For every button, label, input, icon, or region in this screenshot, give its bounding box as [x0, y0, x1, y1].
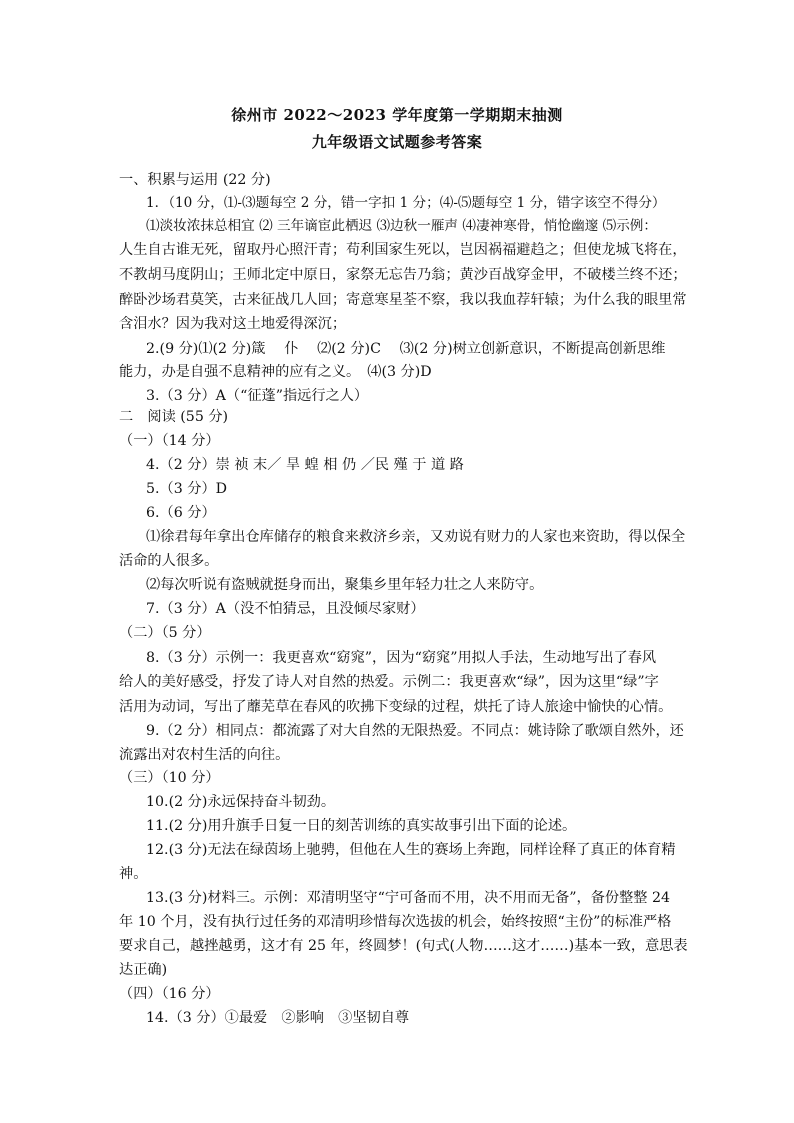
answer-line: 醉卧沙场君莫笑，古来征战几人回；寄意寒星荃不察，我以我血荐轩辕；为什么我的眼里常 [119, 292, 687, 308]
page-title: 徐州市 2022～2023 学年度第一学期期末抽测 [231, 106, 563, 124]
answer-line: 11.(2 分)用升旗手日复一日的刻苦训练的真实故事引出下面的论述。 [146, 818, 577, 834]
answer-line: 要求自己，越挫越勇，这才有 25 年，终圆梦！(句式(人物……这才……)基本一致，意思表 [119, 938, 688, 954]
subsection-heading: （三）（10 分） [119, 770, 220, 786]
answer-line: 4.（2 分）崇 祯 末／ 旱 蝗 相 仍 ／民 殣 于 道 路 [146, 457, 464, 473]
answer-line: 10.(2 分)永远保持奋斗韧劲。 [146, 794, 336, 810]
answer-line: ⑴淡妆浓抹总相宜 ⑵ 三年谪宦此栖迟 ⑶边秋一雁声 ⑷凄神寒骨，悄怆幽邃 ⑸示例： [146, 218, 657, 234]
answer-line: ⑵每次听说有盗贼就挺身而出，聚集乡里年轻力壮之人来防守。 [146, 577, 544, 593]
answer-line: 能力，办是自强不息精神的应有之义。 ⑷(3 分)D [119, 364, 432, 380]
answer-line: 13.(3 分)材料三。示例：邓清明坚守“宁可备而不用，决不用而无备”，备份整整 24 [146, 890, 671, 906]
answer-line: 人生自古谁无死，留取丹心照汗青；苟利国家生死以，岂因祸福避趋之；但使龙城飞将在， [119, 242, 687, 258]
answer-line: 6.（6 分） [146, 505, 216, 521]
answer-line: ⑴徐君每年拿出仓库储存的粮食来救济乡亲，又劝说有财力的人家也来资助，得以保全 [146, 529, 686, 545]
answer-line: 5.（3 分）D [146, 481, 228, 497]
answer-line: 达正确) [119, 962, 168, 978]
subsection-heading: （二）（5 分） [119, 625, 211, 641]
answer-line: 年 10 个月，没有执行过任务的邓清明珍惜每次选拔的机会，始终按照“主份”的标准严格 [119, 914, 672, 930]
answer-line: 神。 [119, 866, 148, 882]
answer-line: 14.（3 分）①最爱 ②影响 ③坚韧自尊 [146, 1010, 410, 1026]
answer-line: 给人的美好感受，抒发了诗人对自然的热爱。示例二：我更喜欢“绿”，因为这里“绿”字 [119, 674, 659, 690]
answer-line: 不教胡马度阴山；王师北定中原日，家祭无忘告乃翁；黄沙百战穿金甲，不破楼兰终不还； [119, 267, 687, 283]
section-heading: 一、积累与运用 (22 分) [119, 172, 271, 188]
answer-line: 活用为动词，写出了蘼芜草在春风的吹拂下变绿的过程，烘托了诗人旅途中愉快的心情。 [119, 699, 673, 715]
answer-line: 7.（3 分）A（没不怕猜忌，且没倾尽家财） [146, 601, 425, 617]
subsection-heading: （四）（16 分） [119, 986, 220, 1002]
section-heading: 二 阅读 (55 分) [119, 409, 229, 425]
answer-line: 流露出对农村生活的向往。 [119, 747, 290, 763]
answer-line: 8.（3 分）示例一：我更喜欢“窈窕”，因为“窈窕”用拟人手法，生动地写出了春风 [146, 650, 657, 666]
answer-line: 1．（10 分，⑴-⑶题每空 2 分，错一字扣 1 分；⑷-⑸题每空 1 分，错字该空不得分） [146, 195, 666, 211]
answer-line: 9.（2 分）相同点：都流露了对大自然的无限热爱。不同点：姚诗除了歌颂自然外，还 [146, 723, 684, 739]
answer-line: 活命的人很多。 [119, 553, 219, 569]
answer-line: 2.(9 分)⑴(2 分)箴 仆 ⑵(2 分)C ⑶(2 分)树立创新意识，不断提高创新思维 [146, 341, 666, 357]
subsection-heading: （一）（14 分） [119, 433, 220, 449]
answer-line: 含泪水？因为我对这土地爱得深沉； [119, 316, 347, 332]
answer-line: 3.（3 分）A（“征蓬”指远行之人） [146, 388, 369, 404]
page-subtitle: 九年级语文试题参考答案 [311, 133, 483, 151]
answer-line: 12.(3 分)无法在绿茵场上驰骋，但他在人生的赛场上奔跑，同样诠释了真正的体育精 [146, 842, 676, 858]
